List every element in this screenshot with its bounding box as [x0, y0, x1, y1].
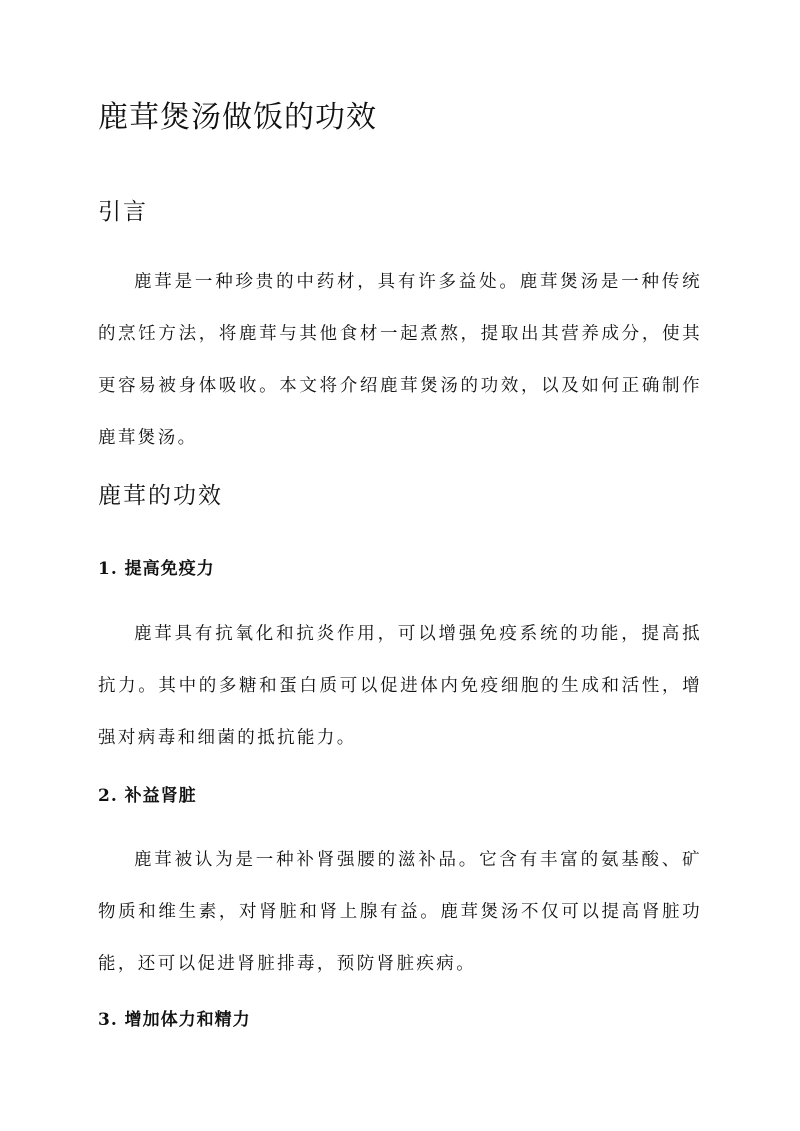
section-heading-effects: 鹿茸的功效	[98, 483, 223, 509]
document-title: 鹿茸煲汤做饭的功效	[98, 100, 377, 135]
kidney-paragraph: 鹿茸被认为是一种补肾强腰的滋补品。它含有丰富的氨基酸、矿物质和维生素，对肾脏和肾上腺有益。鹿茸煲汤不仅可以提高肾脏功能，还可以促进肾脏排毒，预防肾脏疾病。	[98, 850, 702, 974]
section-heading-intro: 引言	[98, 199, 148, 225]
intro-paragraph: 鹿茸是一种珍贵的中药材，具有许多益处。鹿茸煲汤是一种传统的烹饪方法，将鹿茸与其他食材一起煮熬，提取出其营养成分，使其更容易被身体吸收。本文将介绍鹿茸煲汤的功效，以及如何正确制作鹿茸煲汤。	[98, 272, 702, 448]
item-heading-kidney: 2. 补益肾脏	[98, 786, 197, 806]
immunity-paragraph: 鹿茸具有抗氧化和抗炎作用，可以增强免疫系统的功能，提高抵抗力。其中的多糖和蛋白质可以促进体内免疫细胞的生成和活性，增强对病毒和细菌的抵抗能力。	[98, 624, 702, 748]
item-heading-immunity: 1. 提高免疫力	[98, 559, 215, 579]
item-heading-energy: 3. 增加体力和精力	[98, 1010, 251, 1030]
